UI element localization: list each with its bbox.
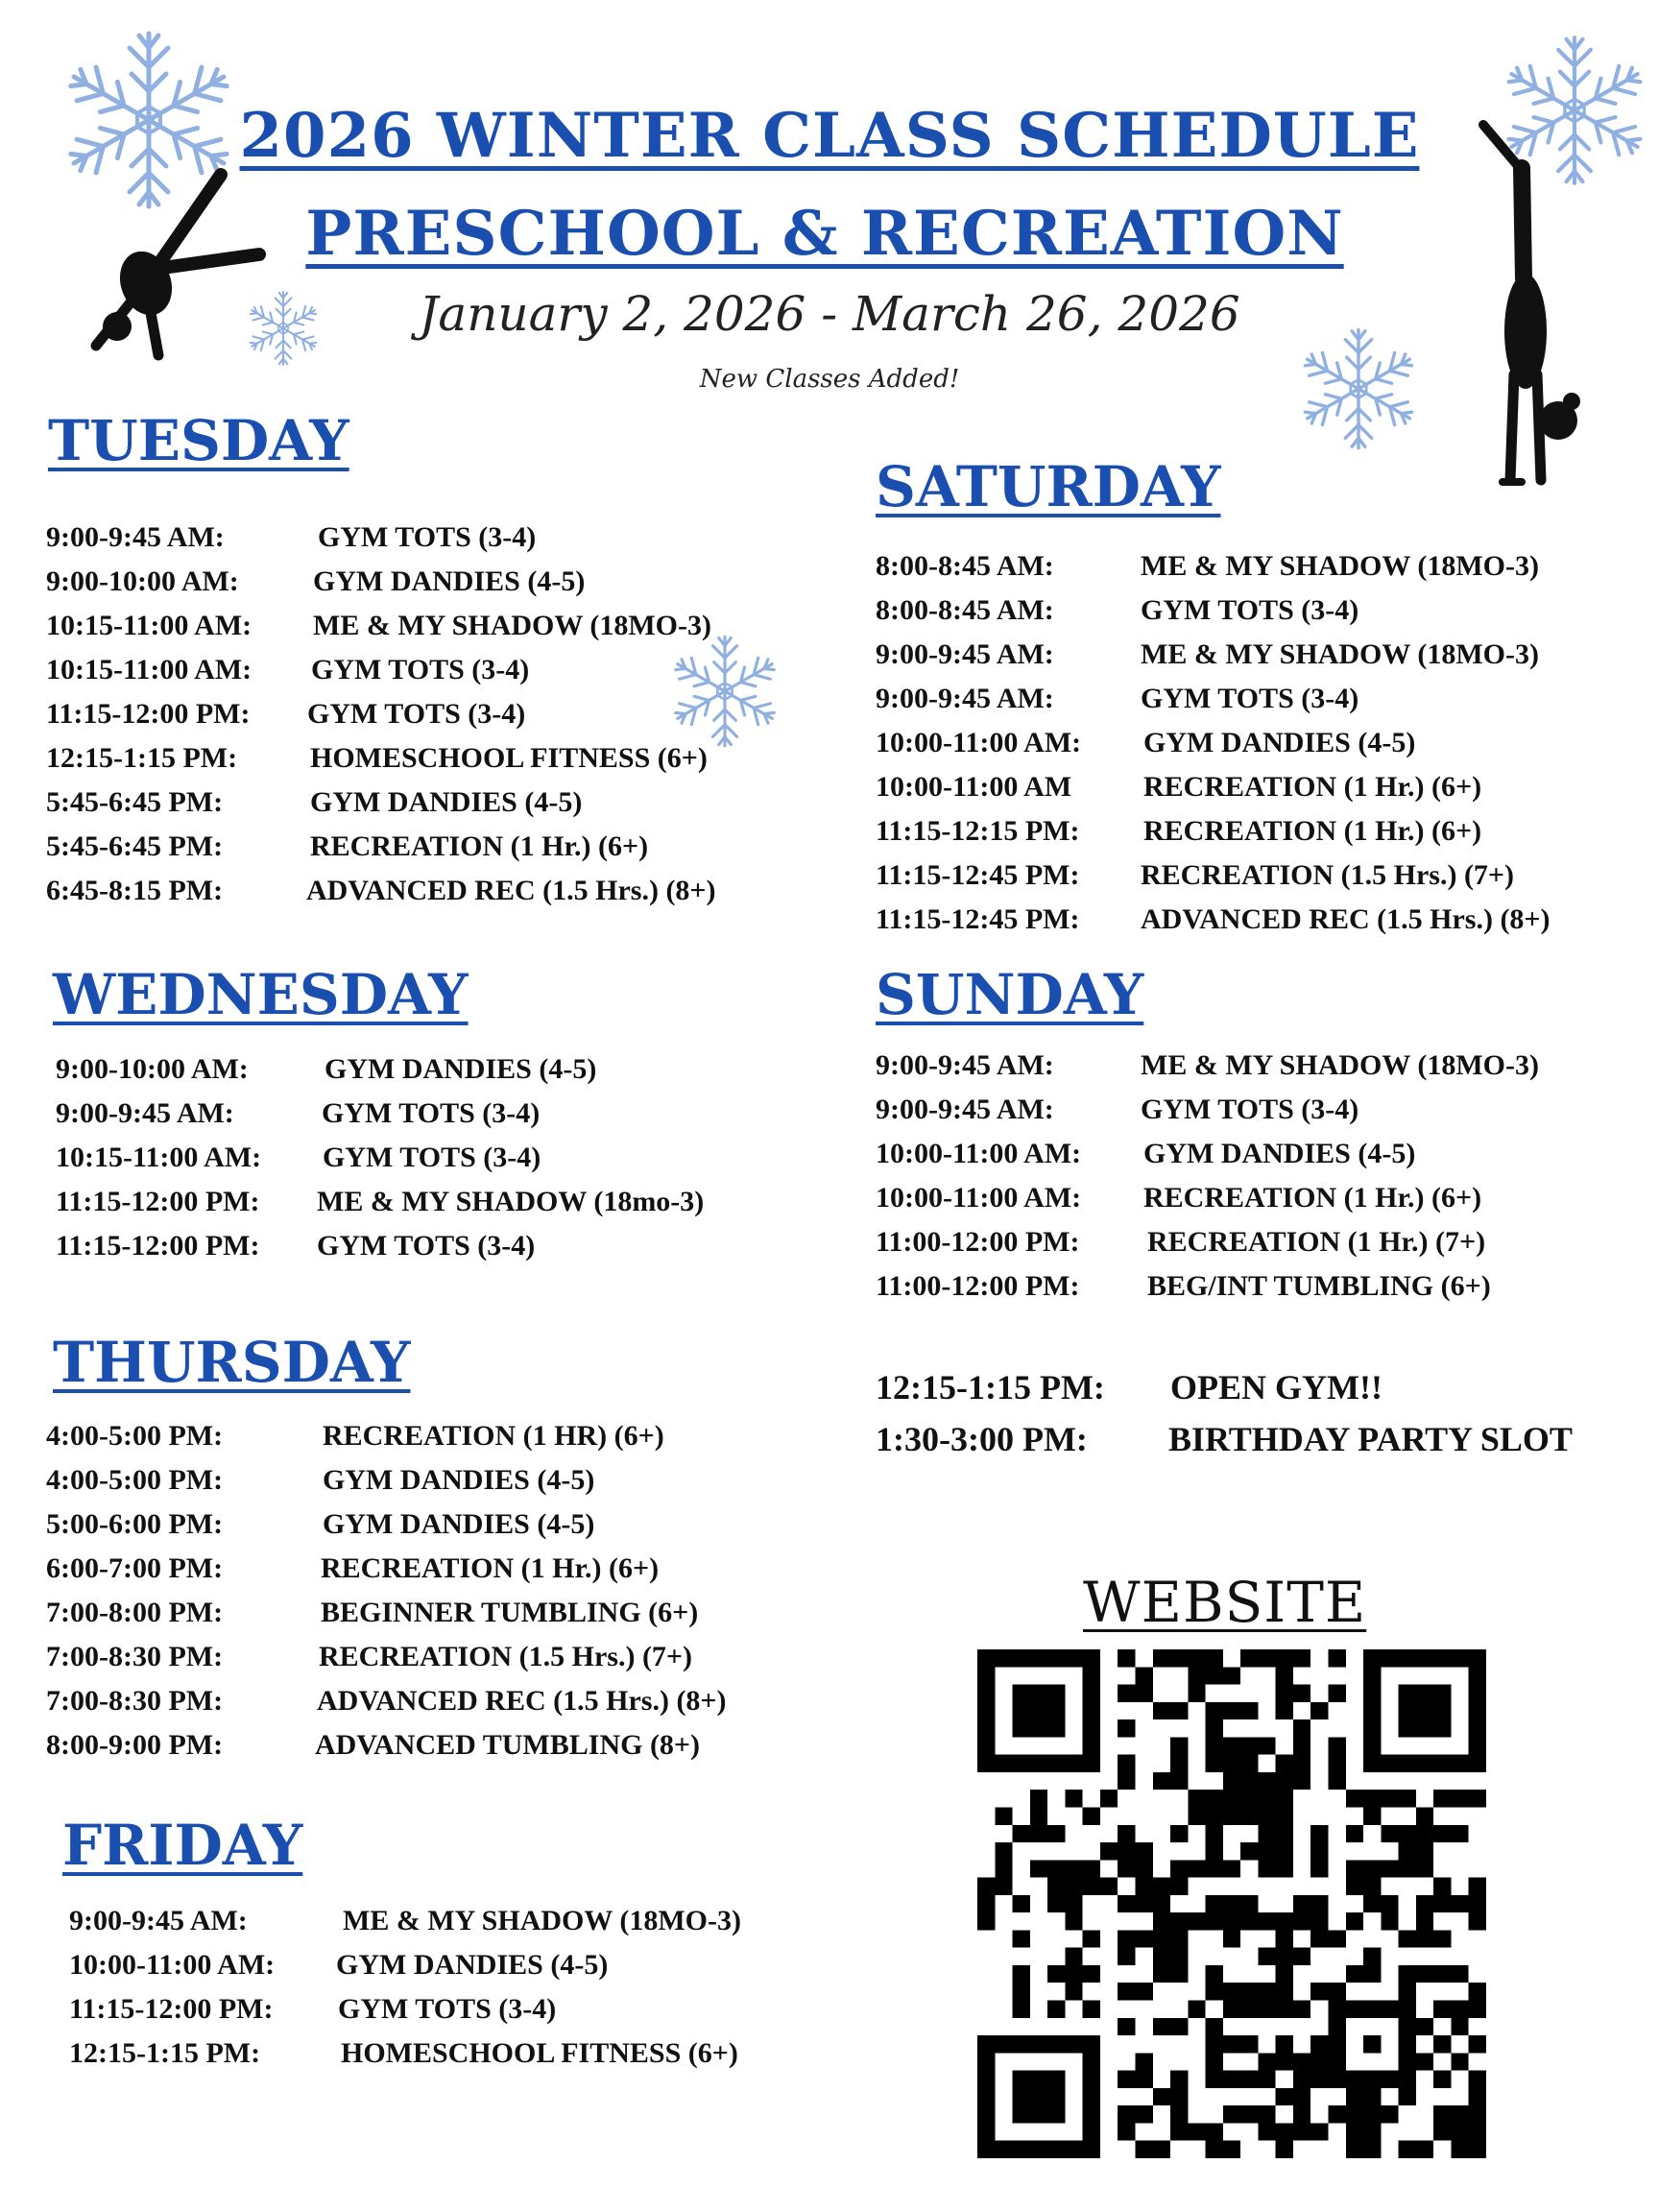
list-item: 11:00-12:00 PM: BEG/INT TUMBLING (6+) [876, 1270, 1491, 1302]
list-item: 10:15-11:00 AM: GYM TOTS (3-4) [56, 1142, 541, 1173]
list-item: 8:00-9:00 PM: ADVANCED TUMBLING (8+) [46, 1729, 701, 1761]
list-item: 12:15-1:15 PM: HOMESCHOOL FITNESS (6+) [69, 2037, 738, 2069]
tuesday-schedule [46, 516, 814, 913]
list-item: 10:00-11:00 AM: RECREATION (1 Hr.) (6+) [876, 1182, 1482, 1214]
list-item: 9:00-10:00 AM: GYM DANDIES (4-5) [46, 565, 586, 597]
new-classes-note: New Classes Added! [699, 365, 960, 394]
day-heading-sunday: SUNDAY [876, 962, 1144, 1027]
list-item: 6:45-8:15 PM: ADVANCED REC (1.5 Hrs.) (8+) [46, 875, 716, 906]
list-item: 9:00-9:45 AM: GYM TOTS (3-4) [876, 683, 1359, 714]
day-heading-saturday: SATURDAY [876, 454, 1221, 519]
qr-code-icon[interactable] [977, 1649, 1486, 2158]
list-item: 9:00-9:45 AM: ME & MY SHADOW (18MO-3) [876, 1049, 1539, 1081]
day-heading-wednesday: WEDNESDAY [53, 962, 469, 1027]
list-item: 9:00-9:45 AM: ME & MY SHADOW (18MO-3) [876, 638, 1539, 670]
list-item: 11:15-12:45 PM: ADVANCED REC (1.5 Hrs.) (8+) [876, 903, 1551, 935]
list-item: 7:00-8:30 PM: ADVANCED REC (1.5 Hrs.) (8+) [46, 1685, 727, 1717]
list-item: 9:00-9:45 AM: ME & MY SHADOW (18MO-3) [69, 1905, 741, 1936]
list-item: 10:00-11:00 AM: GYM DANDIES (4-5) [876, 1138, 1416, 1169]
list-item: 11:15-12:00 PM: GYM TOTS (3-4) [56, 1230, 536, 1262]
list-item: 11:15-12:45 PM: RECREATION (1.5 Hrs.) (7+) [876, 859, 1515, 891]
list-item: 11:15-12:15 PM: RECREATION (1 Hr.) (6+) [876, 815, 1482, 847]
title-line-2: PRESCHOOL & RECREATION [305, 198, 1344, 270]
day-heading-thursday: THURSDAY [53, 1330, 411, 1395]
website-label: WEBSITE [1083, 1570, 1367, 1635]
title-line-1: 2026 WINTER CLASS SCHEDULE [239, 100, 1420, 172]
list-item: 9:00-9:45 AM: GYM TOTS (3-4) [56, 1097, 541, 1129]
date-range: January 2, 2026 - March 26, 2026 [419, 286, 1240, 342]
day-heading-friday: FRIDAY [62, 1813, 303, 1878]
list-item: 9:00-9:45 AM: GYM TOTS (3-4) [46, 521, 537, 553]
list-item: 11:15-12:00 PM: GYM TOTS (3-4) [46, 698, 526, 730]
list-item: 6:00-7:00 PM: RECREATION (1 Hr.) (6+) [46, 1552, 660, 1584]
list-item: 8:00-8:45 AM: ME & MY SHADOW (18MO-3) [876, 550, 1539, 582]
sunday-schedule [876, 1044, 1644, 1309]
list-item: 4:00-5:00 PM: RECREATION (1 HR) (6+) [46, 1420, 664, 1452]
list-item: 10:00-11:00 AM: GYM DANDIES (4-5) [876, 727, 1416, 758]
list-item: 10:15-11:00 AM: GYM TOTS (3-4) [46, 654, 530, 685]
list-item: 10:00-11:00 AM: GYM DANDIES (4-5) [69, 1949, 609, 1981]
list-item: 12:15-1:15 PM: OPEN GYM!! [876, 1368, 1382, 1407]
list-item: 9:00-9:45 AM: GYM TOTS (3-4) [876, 1094, 1359, 1125]
friday-schedule [69, 1899, 837, 2076]
list-item: 1:30-3:00 PM: BIRTHDAY PARTY SLOT [876, 1420, 1573, 1458]
list-item: 5:00-6:00 PM: GYM DANDIES (4-5) [46, 1508, 595, 1540]
list-item: 10:15-11:00 AM: ME & MY SHADOW (18MO-3) [46, 610, 711, 641]
list-item: 11:15-12:00 PM: ME & MY SHADOW (18mo-3) [56, 1186, 705, 1217]
list-item: 5:45-6:45 PM: RECREATION (1 Hr.) (6+) [46, 830, 649, 862]
list-item: 11:00-12:00 PM: RECREATION (1 Hr.) (7+) [876, 1226, 1486, 1258]
list-item: 5:45-6:45 PM: GYM DANDIES (4-5) [46, 786, 583, 818]
list-item: 9:00-10:00 AM: GYM DANDIES (4-5) [56, 1053, 597, 1085]
list-item: 10:00-11:00 AM RECREATION (1 Hr.) (6+) [876, 771, 1482, 803]
list-item: 7:00-8:30 PM: RECREATION (1.5 Hrs.) (7+) [46, 1641, 693, 1672]
saturday-schedule [876, 544, 1644, 942]
list-item: 11:15-12:00 PM: GYM TOTS (3-4) [69, 1993, 557, 2025]
list-item: 4:00-5:00 PM: GYM DANDIES (4-5) [46, 1464, 595, 1496]
list-item: 7:00-8:00 PM: BEGINNER TUMBLING (6+) [46, 1597, 699, 1628]
sunday-extras [876, 1361, 1644, 1465]
list-item: 12:15-1:15 PM: HOMESCHOOL FITNESS (6+) [46, 742, 708, 774]
wednesday-schedule [56, 1047, 824, 1268]
thursday-schedule [46, 1414, 814, 1767]
list-item: 8:00-8:45 AM: GYM TOTS (3-4) [876, 594, 1359, 626]
day-heading-tuesday: TUESDAY [48, 408, 349, 473]
